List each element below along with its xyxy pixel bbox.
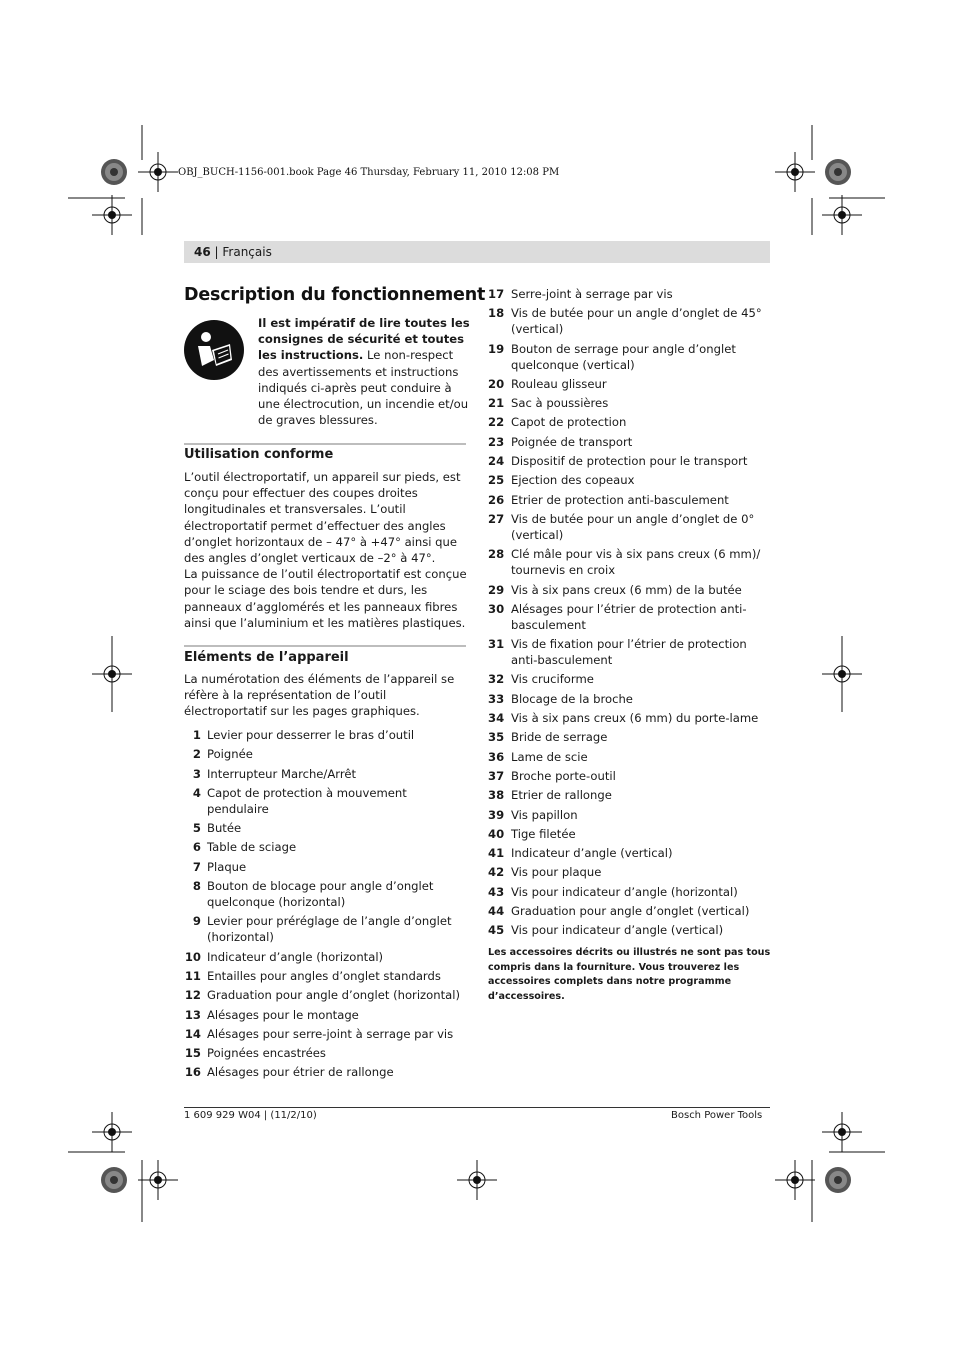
list-item: 45 Vis pour indicateur d’angle (vertical) [488,923,724,938]
registration-mark-icon [92,1112,132,1152]
use-paragraph-1: L’outil électroportatif, un appareil sur pieds, est conçu pour effectuer des coupes droites longitudinales et transversales. L’outil électroportatif permet d’effectuer des angles d’onglet horizontaux de – 47° à +47° ainsi que des angles d’onglet verticaux de –2° à 47°. [184,470,461,566]
list-item: 1 Levier pour desserrer le bras d’outil [192,728,415,742]
list-item: 28 Clé mâle pour vis à six pans creux (6 mm)/ tournevis en croix [488,547,761,578]
list-item: 40 Tige filetée [488,826,576,841]
list-item: 21 Sac à poussières [488,396,609,411]
page-header [194,245,272,259]
list-item: 9 Levier pour préréglage de l’angle d’onglet (horizontal) [192,914,452,945]
list-item: 5 Butée [192,821,242,836]
registration-mark-icon [92,195,132,235]
registration-mark-icon [822,1112,862,1152]
footer-doc-number: 1 609 929 W04 | (11/2/10) [184,1110,317,1121]
list-item: 36 Lame de scie [488,749,588,764]
header-separator: | [210,245,223,259]
list-item: 32 Vis cruciforme [488,672,594,687]
list-item: 15 Poignées encastrées [184,1046,326,1061]
list-item: 33 Blocage de la broche [488,691,633,706]
list-item: 39 Vis papillon [488,807,578,822]
list-item: 24 Dispositif de protection pour le transport [488,454,748,469]
list-item: 6 Table de sciage [192,840,297,855]
section-rule [184,645,466,647]
list-item: 31 Vis de fixation pour l’étrier de protection anti-basculement [488,637,747,668]
accessories-note: Les accessoires décrits ou illustrés ne sont pas tous compris dans la fourniture. Vous trouverez les accessoires complets dans notre programme d’accessoires. [488,947,771,1002]
list-item: 41 Indicateur d’angle (vertical) [488,846,673,861]
elements-intro: La numérotation des éléments de l’appareil se réfère à la représentation de l’outil électroportatif sur les pages graphiques. [184,672,455,719]
page-header-bar [184,241,770,263]
list-item: 19 Bouton de serrage pour angle d’onglet quelconque (vertical) [488,341,736,372]
print-slug: OBJ_BUCH-1156-001.book Page 46 Thursday, February 11, 2010 12:08 PM [178,167,560,178]
section-heading-use: Utilisation conforme [184,447,334,462]
list-item: 17 Serre-joint à serrage par vis [488,287,673,301]
list-item: 44 Graduation pour angle d’onglet (vertical) [488,904,750,919]
list-item: 20 Rouleau glisseur [488,376,607,391]
parts-list-left [184,727,470,1084]
list-item: 26 Etrier de protection anti-basculement [488,492,729,507]
list-item: 13 Alésages pour le montage [184,1007,359,1022]
header-language: Français [222,245,272,259]
list-item: 34 Vis à six pans creux (6 mm) du porte-lame [488,711,759,726]
list-item: 43 Vis pour indicateur d’angle (horizontal) [488,884,738,899]
color-target-icon [101,159,127,185]
list-item: 30 Alésages pour l’étrier de protection anti-basculement [488,601,747,632]
list-item: 2 Poignée [192,747,253,762]
use-paragraph [184,469,468,631]
use-paragraph-2: La puissance de l’outil électroportatif est conçue pour le sciage des bois tendre et durs, les panneaux d’agglomérés et les panneaux fibres ainsi que l’aluminium et les matières plastiques. [184,567,467,630]
list-item: 29 Vis à six pans creux (6 mm) de la butée [488,582,742,597]
color-target-icon [825,159,851,185]
footer-brand: Bosch Power Tools [671,1110,763,1121]
list-item: 3 Interrupteur Marche/Arrêt [192,766,357,781]
section-rule [184,443,466,445]
list-item: 16 Alésages pour étrier de rallonge [184,1065,394,1080]
safety-warning [258,315,470,428]
registration-mark-icon [138,1160,178,1200]
page-title: Description du fonctionnement [184,285,486,305]
list-item: 37 Broche porte-outil [488,768,616,783]
list-item: 27 Vis de butée pour un angle d’onglet de 0° (vertical) [488,511,755,542]
list-item: 18 Vis de butée pour un angle d’onglet de 45° (vertical) [488,306,762,337]
registration-mark-icon [457,1160,497,1200]
list-item: 11 Entailles pour angles d’onglet standards [184,968,441,983]
list-item: 23 Poignée de transport [488,434,633,449]
list-item: 8 Bouton de blocage pour angle d’onglet quelconque (horizontal) [192,879,434,910]
list-item: 22 Capot de protection [488,415,627,430]
registration-mark-icon [138,152,178,192]
parts-list-right [488,286,772,942]
color-target-icon [825,1167,851,1193]
list-item: 35 Bride de serrage [488,730,608,745]
read-manual-icon [184,320,244,380]
registration-mark-icon [775,1160,815,1200]
footer-rule [184,1107,770,1108]
list-item: 4 Capot de protection à mouvement pendulaire [192,785,407,816]
safety-warning-text: Le non-respect des avertissements et instructions indiqués ci-après peut conduire à une électrocution, un incendie et/ou de graves blessures. [258,348,469,428]
section-heading-elements: Eléments de l’appareil [184,650,349,665]
list-item: 25 Ejection des copeaux [488,473,635,488]
list-item: 14 Alésages pour serre-joint à serrage par vis [184,1026,454,1041]
list-item: 12 Graduation pour angle d’onglet (horizontal) [184,988,460,1003]
safety-warning-bold: Il est impératif de lire toutes les consignes de sécurité et toutes les instructions. [258,316,470,363]
list-item: 10 Indicateur d’angle (horizontal) [184,949,384,964]
list-item: 38 Etrier de rallonge [488,788,612,803]
list-item: 7 Plaque [192,859,247,874]
registration-mark-icon [775,152,815,192]
list-item: 42 Vis pour plaque [488,865,602,880]
registration-mark-icon [822,195,862,235]
color-target-icon [101,1167,127,1193]
page-number: 46 [194,245,211,259]
